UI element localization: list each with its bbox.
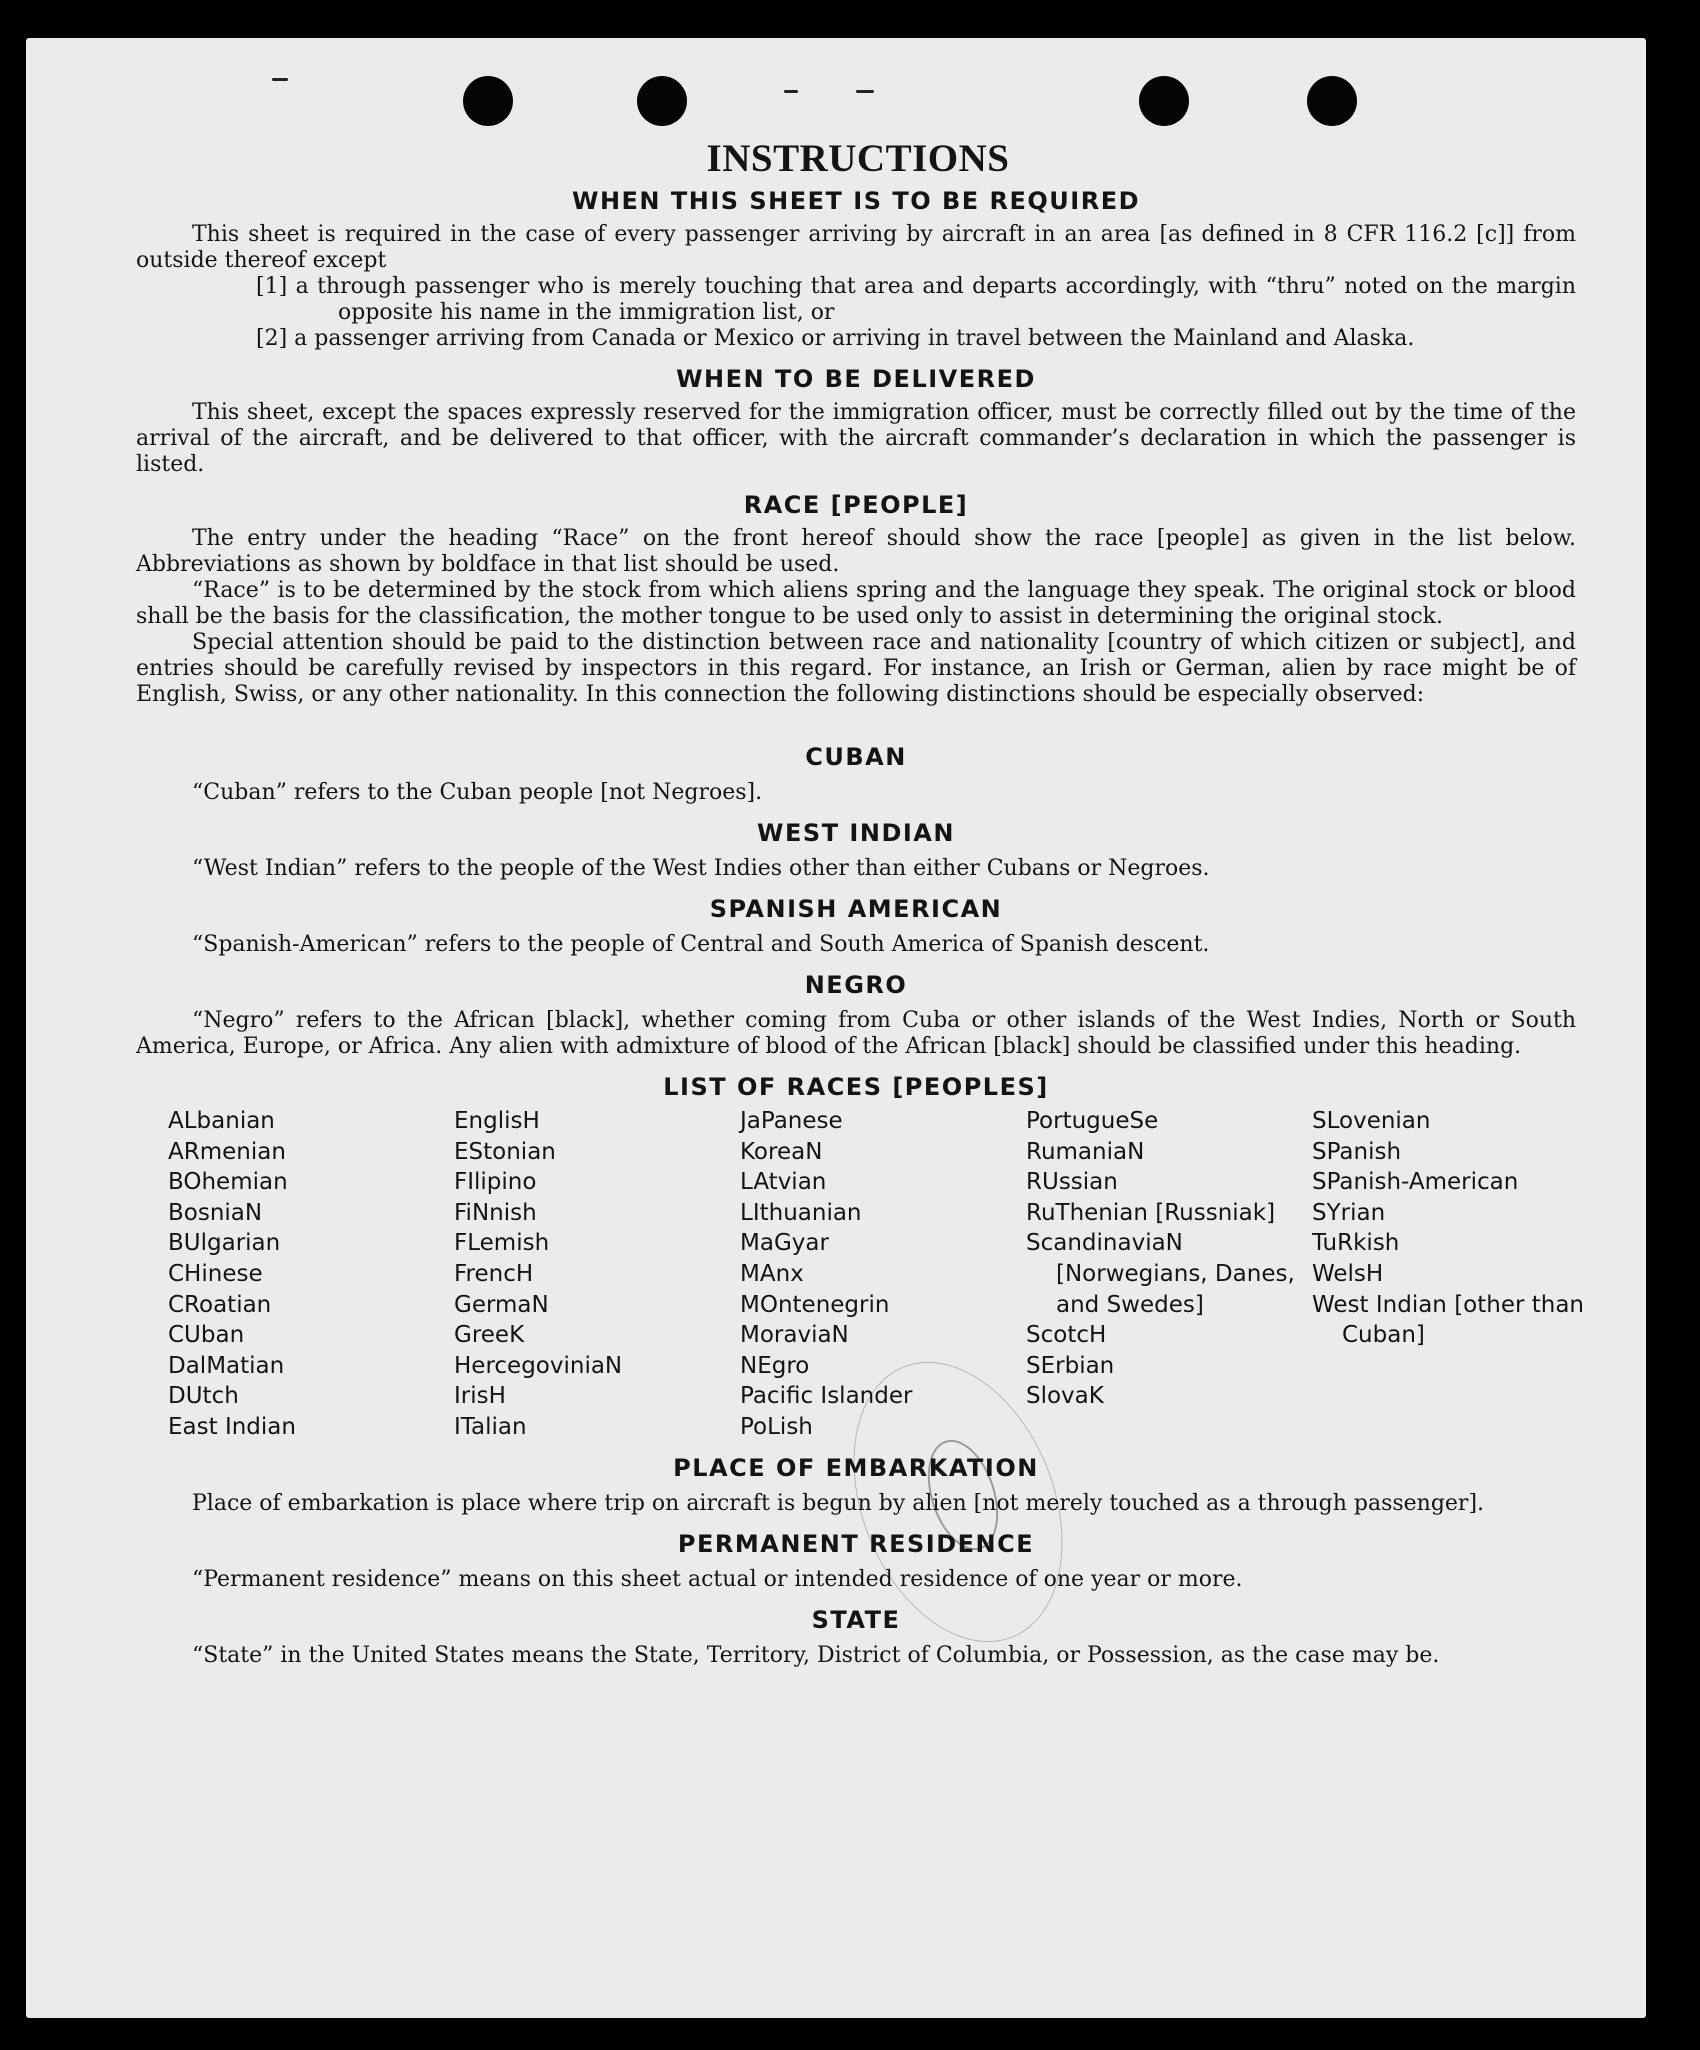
heading-race: RACE [PEOPLE]: [743, 491, 969, 519]
race-paragraph-2: “Race” is to be determined by the stock from which aliens spring and the language they speak. The original stock or blood shall be the basis for the classification, the mother tongue to be used only to assist in determining the original stock.: [136, 578, 1576, 629]
heading-required: WHEN THIS SHEET IS TO BE REQUIRED: [571, 187, 1141, 215]
race-entry: DUtch: [168, 1383, 239, 1410]
race-entry: ALbanian: [168, 1108, 275, 1134]
punch-hole: [463, 76, 513, 126]
race-entry: SPanish: [1312, 1138, 1402, 1165]
race-entry: NEgro: [740, 1352, 810, 1379]
required-intro: This sheet is required in the case of every passenger arriving by aircraft in an area [as defined in 8 CFR 116.2 [c]] from outside thereof except: [136, 222, 1576, 273]
heading-list-of-races: LIST OF RACES [PEOPLES]: [663, 1073, 1049, 1101]
race-entry: KoreaN: [740, 1138, 823, 1165]
race-entry: MaGyar: [740, 1230, 829, 1257]
race-entry: RUssian: [1026, 1169, 1118, 1196]
race-entry: PortugueSe: [1026, 1108, 1159, 1134]
race-entry: EStonian: [454, 1138, 556, 1165]
speck-mark: [784, 90, 798, 93]
race-entry: ScandinaviaN [Norwegians, Danes, and Swedes]: [1026, 1230, 1295, 1318]
race-entry: SYrian: [1312, 1199, 1386, 1226]
punch-hole: [1307, 76, 1357, 126]
race-entry: CRoatian: [168, 1291, 272, 1318]
race-entry: SPanish-American: [1312, 1169, 1519, 1196]
races-column: [740, 1106, 1026, 1443]
race-entry: SErbian: [1026, 1352, 1115, 1379]
race-entry: JaPanese: [740, 1108, 843, 1134]
heading-west-indian: WEST INDIAN: [757, 819, 955, 847]
west-indian-text: “West Indian” refers to the people of the West Indies other than either Cubans or Negroes.: [192, 856, 1210, 881]
race-entry: GreeK: [454, 1322, 525, 1349]
races-column: [1312, 1106, 1608, 1443]
state-text: “State” in the United States means the State, Territory, District of Columbia, or Possession, as the case may be.: [192, 1642, 1440, 1668]
page-title: INSTRUCTIONS: [706, 137, 1010, 180]
race-entry: LAtvian: [740, 1169, 827, 1196]
speck-mark: [272, 78, 288, 81]
race-entry: FrencH: [454, 1260, 534, 1287]
race-entry: MoraviaN: [740, 1322, 849, 1349]
race-entry: FiNnish: [454, 1199, 537, 1226]
residence-text: “Permanent residence” means on this sheet actual or intended residence of one year or more.: [192, 1566, 1243, 1592]
races-column: [168, 1106, 454, 1443]
race-entry: ITalian: [454, 1413, 527, 1440]
race-entry: CHinese: [168, 1260, 263, 1287]
race-entry: West Indian [other than Cuban]: [1312, 1291, 1585, 1349]
race-entry: ARmenian: [168, 1138, 286, 1165]
race-entry: BosniaN: [168, 1199, 263, 1226]
cuban-text: “Cuban” refers to the Cuban people [not Negroes].: [192, 780, 763, 805]
heading-spanish-american: SPANISH AMERICAN: [709, 895, 1003, 923]
races-list: [168, 1106, 1585, 1443]
heading-state: STATE: [811, 1605, 901, 1634]
race-entry: WelsH: [1312, 1260, 1384, 1287]
race-paragraph-1: The entry under the heading “Race” on the front hereof should show the race [people] as given in the list below. Abbreviations as shown by boldface in that list should be used.: [136, 526, 1576, 577]
race-entry: MOntenegrin: [740, 1291, 890, 1318]
race-entry: EnglisH: [454, 1108, 540, 1134]
punch-hole: [637, 76, 687, 126]
embarkation-text: Place of embarkation is place where trip on aircraft is begun by alien [not merely touched as a through passenger].: [192, 1490, 1485, 1516]
instructions-content: [136, 134, 1585, 1669]
race-entry: ScotcH: [1026, 1322, 1107, 1349]
races-column: [1026, 1106, 1312, 1443]
race-entry: BUlgarian: [168, 1230, 281, 1257]
race-entry: FIlipino: [454, 1169, 537, 1196]
race-entry: BOhemian: [168, 1169, 288, 1196]
race-entry: East Indian: [168, 1413, 296, 1440]
heading-delivered: WHEN TO BE DELIVERED: [676, 365, 1036, 393]
delivered-text: This sheet, except the spaces expressly reserved for the immigration officer, must be correctly filled out by the time of the arrival of the aircraft, and be delivered to that officer, with the aircraft commander’s declaration in which the passenger is listed.: [136, 400, 1576, 477]
race-entry: Pacific Islander: [740, 1383, 913, 1410]
race-entry: PoLish: [740, 1413, 813, 1440]
race-entry: RuThenian [Russniak]: [1026, 1199, 1276, 1226]
races-column: [454, 1106, 740, 1443]
race-entry: DalMatian: [168, 1352, 285, 1379]
heading-embarkation: PLACE OF EMBARKATION: [673, 1453, 1039, 1482]
race-entry: MAnx: [740, 1260, 804, 1287]
race-entry: GermaN: [454, 1291, 549, 1318]
spanish-american-text: “Spanish-American” refers to the people of Central and South America of Spanish descent.: [192, 932, 1210, 957]
race-entry: FLemish: [454, 1230, 550, 1257]
heading-negro: NEGRO: [804, 971, 908, 999]
heading-residence: PERMANENT RESIDENCE: [677, 1529, 1035, 1558]
race-entry: CUban: [168, 1322, 245, 1349]
race-entry: TuRkish: [1312, 1230, 1400, 1257]
race-paragraph-3: Special attention should be paid to the distinction between race and nationality [country of which citizen or subject], and entries should be carefully revised by inspectors in this regard. For instance, an Irish or German, alien by race might be of English, Swiss, or any other nationality. In this connection the following distinctions should be especially observed:: [136, 630, 1576, 707]
race-entry: SLovenian: [1312, 1108, 1431, 1134]
punch-hole: [1139, 76, 1189, 126]
negro-text: “Negro” refers to the African [black], whether coming from Cuba or other islands of the West Indies, North or South America, Europe, or Africa. Any alien with admixture of blood of the African [black] should be classified under this heading.: [136, 1008, 1576, 1059]
race-entry: IrisH: [454, 1383, 506, 1410]
heading-cuban: CUBAN: [805, 743, 907, 771]
required-item-2: [2] a passenger arriving from Canada or Mexico or arriving in travel between the Mainland and Alaska.: [256, 326, 1415, 351]
document-sheet: [26, 38, 1646, 2018]
required-item-1: [1] a through passenger who is merely touching that area and departs accordingly, with “thru” noted on the margin opposite his name in the immigration list, or: [256, 274, 1576, 325]
race-entry: LIthuanian: [740, 1199, 862, 1226]
race-entry: RumaniaN: [1026, 1138, 1145, 1165]
race-entry: SlovaK: [1026, 1383, 1104, 1410]
race-entry: HercegoviniaN: [454, 1352, 623, 1379]
speck-mark: [856, 90, 874, 93]
